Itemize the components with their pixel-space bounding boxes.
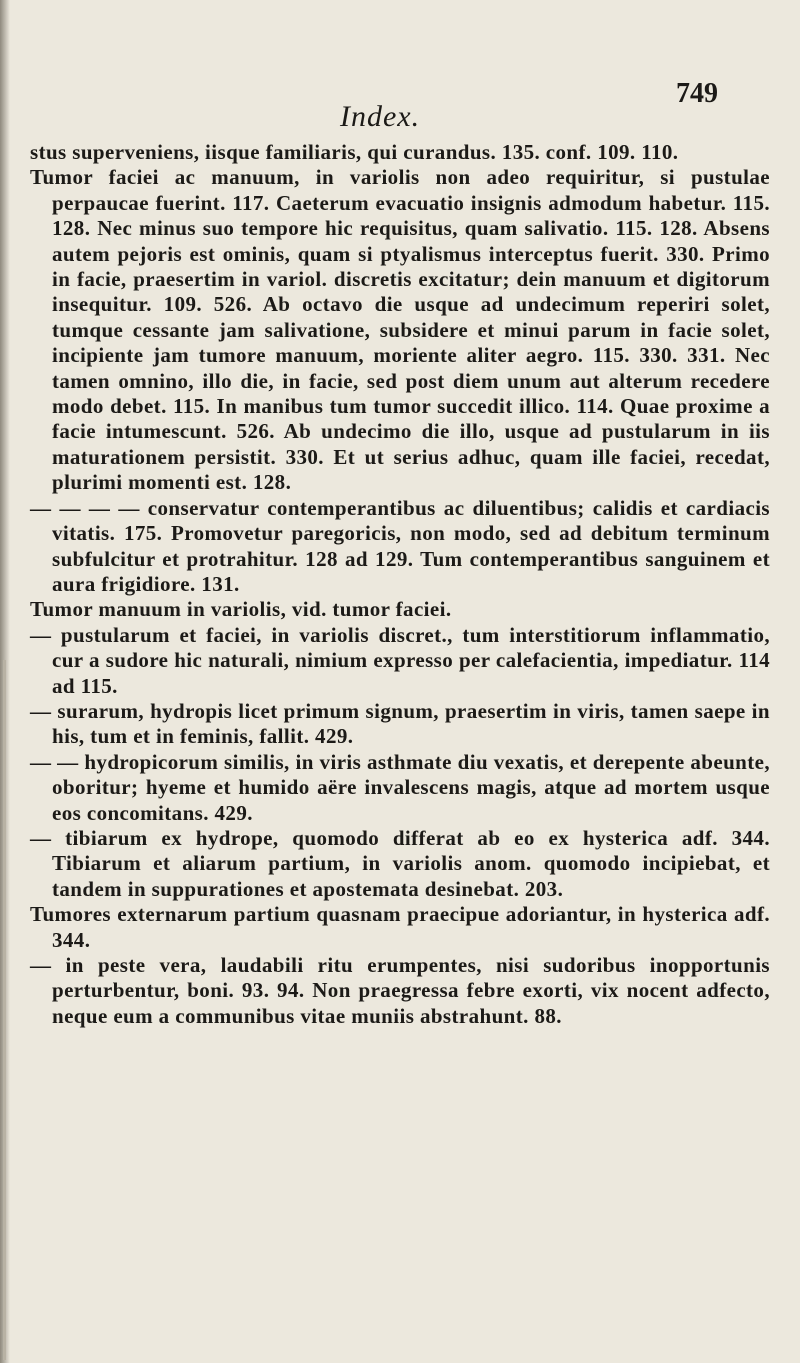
index-entry-tumor-manuum: Tumor manuum in variolis, vid. tumor faciei. [30, 597, 452, 622]
index-subentry-conservatur: — — — — conservatur contemperantibus ac diluentibus; calidis et cardiacis vitatis. 175. Promovetur paregoricis, non modo, sed ad debitum terminum subfulcitur et protrahitur. 128 ad 129. Tum contemperantibus sanguinem et aura frigidiore. 131. [30, 495, 770, 596]
running-title: Index. [340, 100, 421, 133]
page-number: 749 [676, 78, 718, 109]
index-subentry-peste: — in peste vera, laudabili ritu erumpentes, nisi sudoribus inopportunis perturbentur, boni. 93. 94. Non praegressa febre exorti, vix nocent adfecto, neque eum a communibus vitae muniis abstrahunt. 88. [30, 953, 770, 1028]
index-subentry-hydropicorum: — — hydropicorum similis, in viris asthmate diu vexatis, et derepente abeunte, oboritur; hyeme et humido aëre invalescens magis, atque ad mortem usque eos concomitans. 429. [30, 749, 770, 825]
index-subentry-pustularum: — pustularum et faciei, in variolis discret., tum interstitiorum inflammatio, cur a sudore hic naturali, nimium expresso per calefacientia, impediatur. 114 ad 115. [30, 622, 770, 698]
index-subentry-surarum: — surarum, hydropis licet primum signum, praesertim in viris, tamen saepe in his, tum et in feminis, fallit. 429. [30, 698, 770, 749]
gutter-line [3, 660, 6, 1360]
index-body [30, 140, 770, 1029]
index-subentry-tibiarum: — tibiarum ex hydrope, quomodo differat ab eo ex hysterica adf. 344. Tibiarum et aliarum partium, in variolis anom. quomodo incipiebat, et tandem in suppurationes et apostemata desinebat. 203. [30, 825, 770, 901]
index-entry-tumores: Tumores externarum partium quasnam praecipue adoriantur, in hysterica adf. 344. [30, 902, 770, 952]
index-entry-continuation: stus superveniens, iisque familiaris, qui curandus. 135. conf. 109. 110. [30, 140, 679, 164]
index-entry-tumor-faciei: Tumor faciei ac manuum, in variolis non adeo requiritur, si pustulae perpaucae fuerint. 117. Caeterum evacuatio insignis admodum habetur. 115. 128. Nec minus suo tempore hic requisitus, quam salivatio. 115. 128. Absens autem pejoris est ominis, quam si ptyalismus interceptus fuerit. 330. Primo in facie, praesertim in variol. discretis excitatur; dein manuum et digitorum insequitur. 109. 526. Ab octavo die usque ad undecimum reperiri solet, tumque cessante jam salivatione, subsidere et minui parum in facie solet, incipiente jam tumore manuum, moriente aliter aegro. 115. 330. 331. Nec tamen omnino, illo die, in facie, sed post diem unum aut alterum recedere modo debet. 115. In manibus tum tumor succedit illico. 114. Quae proxime a facie intumescunt. 526. Ab undecimo die illo, usque ad pustularum in iis maturationem persistit. 330. Et ut serius adhuc, quam ille faciei, recedat, plurimi momenti est. 128. [30, 165, 770, 495]
